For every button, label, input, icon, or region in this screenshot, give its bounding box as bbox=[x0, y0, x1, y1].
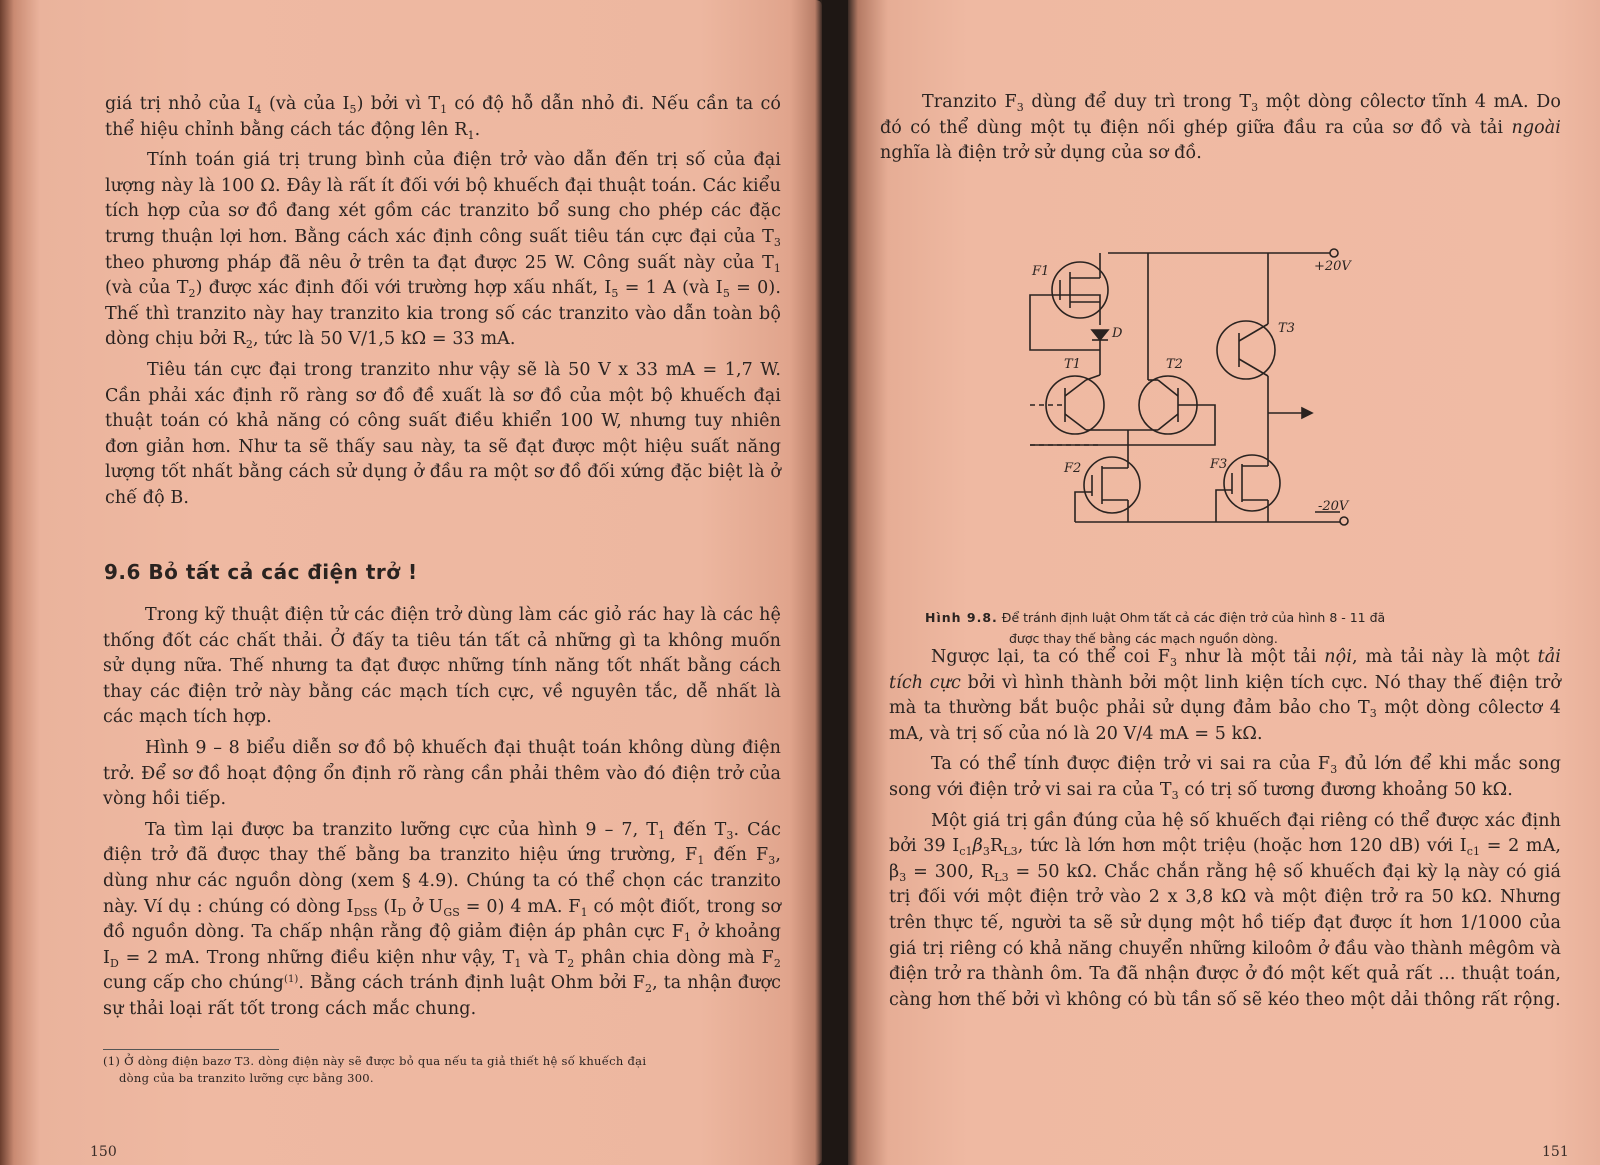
label-f3: F3 bbox=[1210, 457, 1228, 472]
negative-terminal bbox=[1340, 517, 1348, 525]
paragraph: Ta có thể tính được điện trở vi sai ra của $F_3$ đủ lớn để khi mắc song song với điện trở vi sai ra của $T_3$ có trị số tương đương khoảng 50 kΩ. bbox=[889, 754, 1562, 802]
paragraph: Trong kỹ thuật điện tử các điện trở dùng làm các giỏ rác hay là các hệ thống đốt các chất thải. Ở đấy ta tiêu tán tất cả những gì ta không muốn sử dụng nữa. Thế nhưng ta đạt được những tính năng tốt nhất bằng cách thay các điện trở này bằng các mạch tích cực, về nguyên tắc, dễ nhất là các mạch tích hợp. bbox=[103, 605, 781, 728]
paragraph: Tính toán giá trị trung bình của điện trở vào dẫn đến trị số của đại lượng này là 100 Ω. Đây là rất ít đối với bộ khuếch đại thuật toán. Các kiểu tích hợp của sơ đồ đang xét gồm các tranzito bổ sung cho phép các đặc trưng thuận lợi hơn. Bằng cách xác định công suất tiêu tán cực đại của $T_3$ theo phương pháp đã nêu ở trên ta đạt được 25 W. Công suất này của $T_1$ (và của $T_2$) được xác định đối với trường hợp xấu nhất, $I_5 = 1$ A (và $I_5 = 0$). Thế thì tranzito này hay tranzito kia trong số các tranzito vào dẫn toàn bộ dòng chịu bởi $R_2$, tức là 50 V/1,5 kΩ = 33 mA. bbox=[105, 150, 781, 352]
footnote bbox=[103, 1053, 779, 1087]
right-body-text-bottom bbox=[889, 645, 1561, 1018]
label-t1: T1 bbox=[1064, 357, 1081, 372]
book-gutter bbox=[822, 0, 848, 1165]
paragraph: Hình 9 – 8 biểu diễn sơ đồ bộ khuếch đại thuật toán không dùng điện trở. Để sơ đồ hoạt động ổn định rõ ràng cần phải thêm vào đó điện trở của vòng hồi tiếp. bbox=[103, 737, 781, 810]
transistor-t1-symbol bbox=[1046, 376, 1104, 434]
label-f2: F2 bbox=[1064, 461, 1082, 476]
page-number: 151 bbox=[1542, 1144, 1569, 1160]
circuit-diagram-figure bbox=[1020, 240, 1400, 540]
footnote-line: dòng của ba tranzito lưỡng cực bằng 300. bbox=[119, 1071, 374, 1085]
page-number: 150 bbox=[90, 1144, 117, 1160]
paragraph: Tranzito $F_3$ dùng để duy trì trong $T_3$ một dòng côlectơ tĩnh 4 mA. Do đó có thể dùng một tụ điện nối ghép giữa đầu ra của sơ đồ và tải ngoài nghĩa là điện trở sử dụng của sơ đồ. bbox=[880, 92, 1561, 164]
paragraph: Một giá trị gần đúng của hệ số khuếch đại riêng có thể được xác định bởi 39 $I_{c1}\beta_3R_{L3}$, tức là lớn hơn một triệu (hoặc hơn 120 dB) với $I_{c1} = 2$ mA, $\beta_3 = 300$, $R_{L3} = 50$ kΩ. Chắc chắn rằng hệ số khuếch đại kỳ lạ này có giá trị đối với một điện trở vào 2 x 3,8 kΩ và một điện trở ra 50 kΩ. Nhưng trên thực tế, người ta sẽ sử dụng một hồ tiếp đạt được ít hơn 1/1000 của giá trị riêng có khả năng chuyển những kiloôm ở đầu vào thành mêgôm và điện trở ra thành ôm. Ta đã nhận được ở đó một kết quả rất ... thuật toán, càng hơn thế bởi vì không có bù tần số sẽ kéo theo một dải thông rất rộng. bbox=[889, 810, 1561, 1010]
paragraph: Ta tìm lại được ba tranzito lưỡng cực của hình 9 – 7, $T_1$ đến $T_3$. Các điện trở đã được thay thế bằng ba tranzito hiệu ứng trường, $F_1$ đến $F_3$, dùng như các nguồn dòng (xem § 4.9). Chúng ta có thể chọn các tranzito này. Ví dụ : chúng có dòng $I_{DSS}$ ($I_D$ ở $U_{GS} = 0$) 4 mA. $F_1$ có một điốt, trong sơ đồ nguồn dòng. Ta chấp nhận rằng độ giảm điện áp phân cực $F_1$ ở khoảng $I_D = 2$ mA. Trong những điều kiện như vậy, $T_1$ và $T_2$ phân chia dòng mà $F_2$ cung cấp cho chúng$^{(1)}$. Bằng cách tránh định luật Ohm bởi $F_2$, ta nhận được sự thải loại rất tốt trong cách mắc chung. bbox=[103, 819, 782, 1019]
output-arrow-icon bbox=[1302, 408, 1312, 418]
paragraph: Tiêu tán cực đại trong tranzito như vậy sẽ là 50 V x 33 mA = 1,7 W. Cần phải xác định rõ ràng sơ đồ đề xuất là sơ đồ của một bộ khuếch đại thuật toán có khả năng có công suất điều khiển 100 W, nhưng tuy nhiên đơn giản hơn. Như ta sẽ thấy sau này, ta sẽ đạt được một hiệu suất năng lượng tốt nhất bằng cách sử dụng ở đầu ra một sơ đồ đối xứng đặc biệt là ở chế độ B. bbox=[105, 359, 781, 508]
label-f1: F1 bbox=[1032, 264, 1050, 279]
positive-terminal bbox=[1330, 249, 1338, 257]
caption-text: Để tránh định luật Ohm tất cả các điện trở của hình 8 - 11 đã bbox=[997, 610, 1386, 625]
paragraph: giá trị nhỏ của $I_4$ (và của $I_5$) bởi vì $T_1$ có độ hỗ dẫn nhỏ đi. Nếu cần ta có thể hiệu chỉnh bằng cách tác động lên $R_1$. bbox=[105, 94, 781, 142]
caption-text-line-2: được thay thế bằng các mạch nguồn dòng. bbox=[1009, 631, 1278, 646]
footnote-divider bbox=[103, 1049, 279, 1050]
left-body-text-top bbox=[105, 92, 781, 517]
label-negative-supply: -20V bbox=[1318, 499, 1349, 514]
left-body-text-bottom bbox=[103, 603, 781, 1028]
paragraph: Ngược lại, ta có thể coi $F_3$ như là một tải nội, mà tải này là một tải tích cực bởi vì hình thành bởi một linh kiện tích cực. Nó thay thế điện trở mà ta thường bắt buộc phải sử dụng đảm bảo cho $T_3$ một dòng côlectơ 4 mA, và trị số của nó là 20 V/4 mA = 5 kΩ. bbox=[889, 647, 1562, 744]
footnote-line: (1) Ở dòng điện bazơ T3. dòng điện này sẽ được bỏ qua nếu ta giả thiết hệ số khuếch đại bbox=[103, 1054, 647, 1068]
figure-caption bbox=[925, 607, 1545, 649]
transistor-t3-symbol bbox=[1217, 321, 1275, 379]
right-body-text-top bbox=[880, 90, 1561, 172]
label-positive-supply: +20V bbox=[1314, 259, 1351, 274]
label-d: D bbox=[1112, 326, 1123, 341]
caption-label: Hình 9.8. bbox=[925, 610, 998, 625]
label-t2: T2 bbox=[1166, 357, 1183, 372]
diode-symbol bbox=[1092, 330, 1108, 340]
label-t3: T3 bbox=[1278, 321, 1295, 336]
section-heading: 9.6 Bỏ tất cả các điện trở ! bbox=[104, 560, 418, 584]
